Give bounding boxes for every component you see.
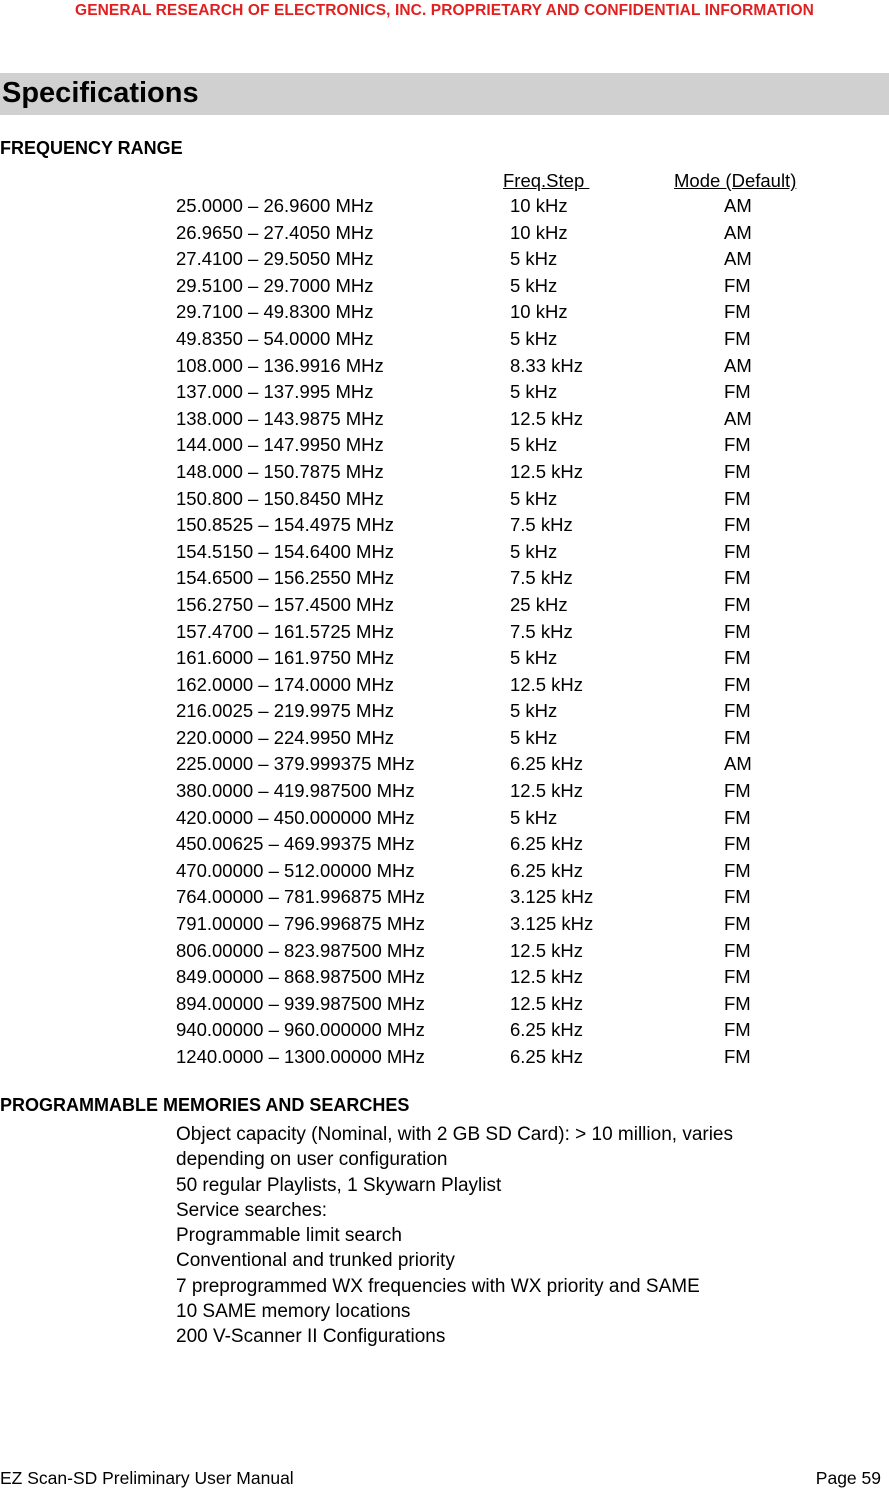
mode-cell: FM (724, 434, 751, 456)
table-row (176, 938, 836, 965)
table-row (176, 326, 836, 353)
mode-cell: AM (724, 195, 752, 216)
frequency-range-cell: 156.2750 – 157.4500 MHz (176, 593, 395, 615)
list-item: 50 regular Playlists, 1 Skywarn Playlist (176, 1174, 502, 1196)
freq-step-cell: 5 kHz (510, 248, 558, 270)
mode-cell: FM (724, 540, 751, 562)
table-row (176, 592, 836, 619)
table-row (176, 619, 836, 646)
footer-page-number: Page 59 (815, 1468, 881, 1488)
freq-step-cell: 12.5 kHz (510, 460, 584, 482)
freq-step-cell: 10 kHz (510, 301, 568, 323)
frequency-range-cell: 150.8525 – 154.4975 MHz (176, 514, 395, 536)
mode-cell: FM (724, 647, 751, 669)
list-item: Object capacity (Nominal, with 2 GB SD Card): > 10 million, varies (176, 1124, 734, 1145)
frequency-range-cell: 791.00000 – 796.996875 MHz (176, 913, 425, 935)
freq-step-cell: 8.33 kHz (510, 354, 584, 376)
table-row (176, 831, 836, 858)
frequency-range-cell: 150.800 – 150.8450 MHz (176, 487, 384, 509)
mode-cell: FM (724, 700, 751, 722)
table-row (176, 273, 836, 300)
frequency-range-cell: 154.5150 – 154.6400 MHz (176, 540, 395, 562)
mode-cell: FM (724, 1019, 751, 1041)
footer-manual-title: EZ Scan-SD Preliminary User Manual (0, 1468, 294, 1488)
freq-step-cell: 12.5 kHz (510, 673, 584, 695)
freq-step-cell: 10 kHz (510, 221, 568, 243)
freq-step-cell: 3.125 kHz (510, 886, 594, 908)
table-row (176, 193, 836, 220)
frequency-range-cell: 849.00000 – 868.987500 MHz (176, 966, 425, 988)
mode-cell: FM (724, 673, 751, 695)
list-item: Conventional and trunked priority (176, 1250, 455, 1272)
freq-step-cell: 6.25 kHz (510, 1046, 584, 1067)
freq-step-cell: 5 kHz (510, 700, 558, 722)
mode-cell: FM (724, 913, 751, 935)
frequency-range-cell: 138.000 – 143.9875 MHz (176, 407, 384, 429)
frequency-range-cell: 806.00000 – 823.987500 MHz (176, 939, 425, 961)
freq-step-cell: 5 kHz (510, 327, 558, 349)
frequency-range-cell: 148.000 – 150.7875 MHz (176, 460, 384, 482)
frequency-range-cell: 25.0000 – 26.9600 MHz (176, 195, 374, 216)
freq-step-cell: 5 kHz (510, 381, 558, 403)
freq-step-cell: 12.5 kHz (510, 780, 584, 802)
frequency-range-cell: 216.0025 – 219.9975 MHz (176, 700, 395, 722)
frequency-range-cell: 161.6000 – 161.9750 MHz (176, 647, 395, 669)
mode-column-header: Mode (Default) (674, 170, 797, 191)
table-row (176, 911, 836, 938)
mode-cell: AM (724, 753, 752, 775)
table-row (176, 858, 836, 885)
table-row (176, 1044, 836, 1071)
frequency-range-cell: 108.000 – 136.9916 MHz (176, 354, 384, 376)
table-row (176, 1017, 836, 1044)
frequency-range-cell: 225.0000 – 379.999375 MHz (176, 753, 415, 775)
freq-step-cell: 5 kHz (510, 274, 558, 296)
freq-step-cell: 6.25 kHz (510, 1019, 584, 1041)
table-row (176, 805, 836, 832)
mode-cell: FM (724, 1046, 751, 1067)
frequency-range-cell: 420.0000 – 450.000000 MHz (176, 806, 415, 828)
frequency-range-cell: 940.00000 – 960.000000 MHz (176, 1019, 425, 1041)
mode-cell: AM (724, 248, 752, 270)
mode-cell: FM (724, 460, 751, 482)
freq-step-cell: 12.5 kHz (510, 939, 584, 961)
table-row (176, 406, 836, 433)
frequency-range-cell: 27.4100 – 29.5050 MHz (176, 248, 374, 270)
mode-cell: FM (724, 992, 751, 1014)
freq-step-cell: 5 kHz (510, 806, 558, 828)
frequency-range-cell: 154.6500 – 156.2550 MHz (176, 567, 395, 589)
table-row (176, 778, 836, 805)
mode-cell: FM (724, 514, 751, 536)
table-row (176, 486, 836, 513)
mode-cell: FM (724, 886, 751, 908)
frequency-range-cell: 894.00000 – 939.987500 MHz (176, 992, 425, 1014)
freq-step-cell: 5 kHz (510, 540, 558, 562)
mode-cell: FM (724, 726, 751, 748)
table-row (176, 884, 836, 911)
frequency-range-cell: 49.8350 – 54.0000 MHz (176, 327, 374, 349)
frequency-range-cell: 380.0000 – 419.987500 MHz (176, 780, 415, 802)
table-row (176, 539, 836, 566)
mode-cell: FM (724, 780, 751, 802)
list-item: depending on user configuration (176, 1149, 448, 1171)
mode-cell: FM (724, 567, 751, 589)
freq-step-cell: 6.25 kHz (510, 753, 584, 775)
freq-step-cell: 5 kHz (510, 726, 558, 748)
frequency-range-cell: 450.00625 – 469.99375 MHz (176, 833, 415, 855)
list-item: Service searches: (176, 1199, 328, 1221)
page-title: Specifications (2, 77, 199, 109)
frequency-range-cell: 157.4700 – 161.5725 MHz (176, 620, 395, 642)
frequency-range-cell: 29.7100 – 49.8300 MHz (176, 301, 374, 323)
mode-cell: AM (724, 354, 752, 376)
table-row (176, 725, 836, 752)
mode-cell: FM (724, 301, 751, 323)
table-row (176, 645, 836, 672)
confidential-notice: GENERAL RESEARCH OF ELECTRONICS, INC. PROPRIETARY AND CONFIDENTIAL INFORMATION (75, 2, 814, 19)
freq-step-cell: 12.5 kHz (510, 992, 584, 1014)
list-item: 7 preprogrammed WX frequencies with WX priority and SAME (176, 1275, 700, 1297)
freq-step-cell: 6.25 kHz (510, 859, 584, 881)
mode-cell: AM (724, 407, 752, 429)
frequency-range-cell: 26.9650 – 27.4050 MHz (176, 221, 374, 243)
freq-step-cell: 5 kHz (510, 647, 558, 669)
freq-step-cell: 3.125 kHz (510, 913, 594, 935)
title-bar (0, 73, 889, 115)
frequency-range-cell: 1240.0000 – 1300.00000 MHz (176, 1046, 425, 1067)
table-row (176, 672, 836, 699)
programmable-memories-heading: PROGRAMMABLE MEMORIES AND SEARCHES (0, 1095, 410, 1115)
freq-step-cell: 5 kHz (510, 434, 558, 456)
freq-step-cell: 6.25 kHz (510, 833, 584, 855)
mode-cell: FM (724, 593, 751, 615)
table-row (176, 459, 836, 486)
mode-cell: FM (724, 806, 751, 828)
mode-cell: FM (724, 381, 751, 403)
table-row (176, 379, 836, 406)
mode-cell: FM (724, 274, 751, 296)
table-row (176, 353, 836, 380)
frequency-range-cell: 162.0000 – 174.0000 MHz (176, 673, 395, 695)
frequency-range-cell: 220.0000 – 224.9950 MHz (176, 726, 395, 748)
table-row (176, 432, 836, 459)
mode-cell: FM (724, 833, 751, 855)
frequency-range-cell: 764.00000 – 781.996875 MHz (176, 886, 425, 908)
list-item: Programmable limit search (176, 1225, 402, 1247)
frequency-range-cell: 470.00000 – 512.00000 MHz (176, 859, 415, 881)
frequency-range-heading: FREQUENCY RANGE (0, 138, 183, 158)
table-row (176, 512, 836, 539)
table-row (176, 246, 836, 273)
mode-cell: FM (724, 620, 751, 642)
table-row (176, 991, 836, 1018)
table-row (176, 565, 836, 592)
frequency-range-cell: 144.000 – 147.9950 MHz (176, 434, 384, 456)
frequency-range-cell: 137.000 – 137.995 MHz (176, 381, 374, 403)
table-row (176, 220, 836, 247)
freq-step-cell: 7.5 kHz (510, 620, 573, 642)
freq-step-column-header: Freq.Step (503, 170, 590, 191)
mode-cell: FM (724, 966, 751, 988)
freq-step-cell: 12.5 kHz (510, 407, 584, 429)
table-row (176, 964, 836, 991)
list-item: 10 SAME memory locations (176, 1301, 411, 1323)
frequency-range-cell: 29.5100 – 29.7000 MHz (176, 274, 374, 296)
frequency-table (176, 193, 836, 1071)
list-item: 200 V-Scanner II Configurations (176, 1326, 446, 1348)
freq-step-cell: 12.5 kHz (510, 966, 584, 988)
freq-step-cell: 7.5 kHz (510, 514, 573, 536)
freq-step-cell: 25 kHz (510, 593, 568, 615)
mode-cell: FM (724, 939, 751, 961)
table-row (176, 698, 836, 725)
mode-cell: FM (724, 487, 751, 509)
mode-cell: FM (724, 327, 751, 349)
freq-step-cell: 7.5 kHz (510, 567, 573, 589)
mode-cell: FM (724, 859, 751, 881)
memories-list (176, 1122, 856, 1350)
mode-cell: AM (724, 221, 752, 243)
table-row (176, 299, 836, 326)
table-row (176, 751, 836, 778)
freq-step-cell: 5 kHz (510, 487, 558, 509)
freq-step-cell: 10 kHz (510, 195, 568, 216)
